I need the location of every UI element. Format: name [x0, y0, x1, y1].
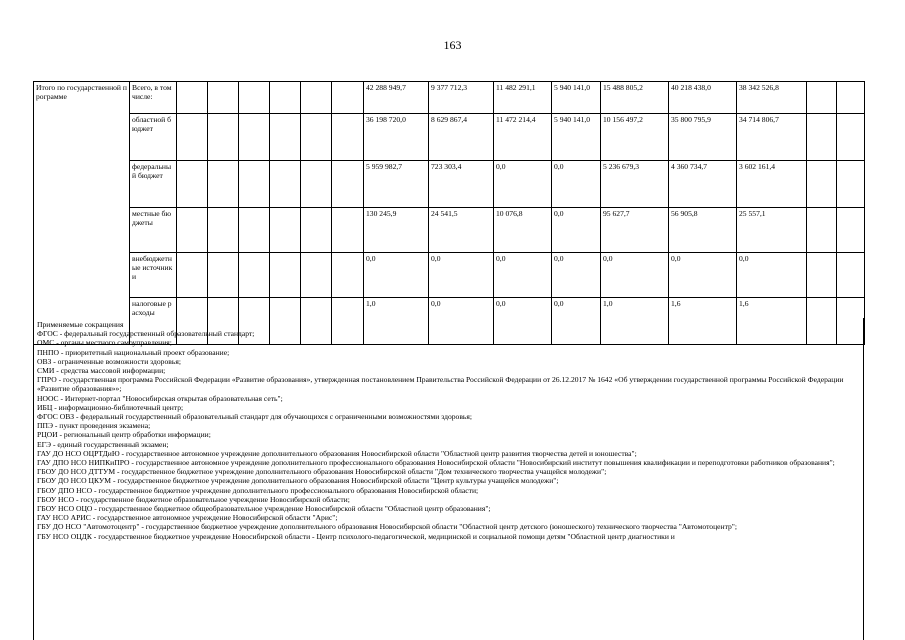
abbreviation-item: СМИ - средства массовой информации; [37, 366, 166, 376]
abbreviations-list [37, 329, 860, 541]
empty-cell [239, 253, 270, 298]
value-cell: 4 360 734,7 [669, 161, 737, 208]
value-cell: 5 959 982,7 [364, 161, 429, 208]
empty-cell [332, 208, 364, 253]
source-label-cell: налоговые расходы [130, 298, 177, 345]
value-cell: 10 156 497,2 [601, 114, 669, 161]
empty-cell [239, 114, 270, 161]
empty-cell [807, 253, 837, 298]
abbreviation-item: ГБОУ ДО НСО ЦКУМ - государственное бюджетное учреждение дополнительного образования Новосибирской области "Центр культуры учащейся молодежи"; [37, 476, 559, 486]
value-cell: 0,0 [737, 253, 807, 298]
abbreviations-heading: Применяемые сокращения [37, 320, 124, 329]
table-row [34, 114, 865, 161]
abbreviation-item: ГАУ НСО АРИС - государственное автономное учреждение Новосибирской области "Арис"; [37, 513, 338, 523]
value-cell: 0,0 [494, 298, 552, 345]
value-cell: 38 342 526,8 [737, 82, 807, 114]
table-row [34, 161, 865, 208]
abbreviation-item: ФГОС ОВЗ - федеральный государственный образовательный стандарт для обучающихся с ограниченными возможностями здоровья; [37, 412, 472, 422]
empty-cell [332, 161, 364, 208]
value-cell: 10 076,8 [494, 208, 552, 253]
value-cell: 40 218 438,0 [669, 82, 737, 114]
abbreviation-item: ФГОС - федеральный государственный образовательный стандарт; [37, 329, 255, 339]
abbreviation-item: ЕГЭ - единый государственный экзамен; [37, 439, 169, 449]
value-cell: 0,0 [552, 161, 601, 208]
value-cell: 130 245,9 [364, 208, 429, 253]
abbreviation-item: РЦОИ - региональный центр обработки информации; [37, 430, 211, 440]
value-cell: 8 629 867,4 [429, 114, 494, 161]
value-cell: 95 627,7 [601, 208, 669, 253]
abbreviation-item: ГБОУ ДО НСО ДТТУМ - государственное бюджетное учреждение дополнительного образования Новосибирской области "Дом технического творчества учащейся молодежи"; [37, 467, 607, 477]
value-cell: 11 472 214,4 [494, 114, 552, 161]
empty-cell [332, 82, 364, 114]
empty-cell [270, 161, 301, 208]
empty-cell [807, 82, 837, 114]
value-cell: 25 557,1 [737, 208, 807, 253]
empty-cell [837, 114, 865, 161]
value-cell: 0,0 [429, 298, 494, 345]
empty-cell [270, 82, 301, 114]
empty-cell [301, 114, 332, 161]
value-cell: 42 288 949,7 [364, 82, 429, 114]
value-cell: 0,0 [552, 253, 601, 298]
empty-cell [208, 208, 239, 253]
value-cell: 0,0 [552, 208, 601, 253]
empty-cell [301, 208, 332, 253]
value-cell: 5 236 679,3 [601, 161, 669, 208]
empty-cell [807, 161, 837, 208]
value-cell: 11 482 291,1 [494, 82, 552, 114]
value-cell: 24 541,5 [429, 208, 494, 253]
value-cell: 1,6 [737, 298, 807, 345]
value-cell: 1,6 [669, 298, 737, 345]
empty-cell [837, 208, 865, 253]
empty-cell [332, 114, 364, 161]
empty-cell [270, 253, 301, 298]
empty-cell [270, 208, 301, 253]
empty-cell [270, 114, 301, 161]
empty-cell [177, 114, 208, 161]
value-cell: 9 377 712,3 [429, 82, 494, 114]
value-cell: 3 602 161,4 [737, 161, 807, 208]
budget-table [33, 81, 865, 348]
value-cell: 5 940 141,0 [552, 82, 601, 114]
abbreviation-item: ГПРО - государственная программа Российской Федерации «Развитие образования», утвержденная постановлением Правительства Российской Федерации от 26.12.2017 № 1642 «Об утверждении государственной программы Российской Федерации «Развитие образования»»; [37, 375, 844, 394]
value-cell: 35 800 795,9 [669, 114, 737, 161]
abbreviation-item: ОМС - органы местного самоуправления; [37, 338, 172, 348]
empty-cell [177, 82, 208, 114]
empty-cell [208, 253, 239, 298]
value-cell: 36 198 720,0 [364, 114, 429, 161]
empty-cell [177, 208, 208, 253]
empty-cell [807, 114, 837, 161]
abbreviation-item: ГАУ ДПО НСО НИПКиПРО - государственное автономное учреждение дополнительного профессионального образования Новосибирской области "Новосибирский институт повышения квалификации и переподготовки работников образования"; [37, 458, 835, 468]
source-label-cell: местные бюджеты [130, 208, 177, 253]
empty-cell [301, 253, 332, 298]
value-cell: 56 905,8 [669, 208, 737, 253]
empty-cell [208, 161, 239, 208]
value-cell: 0,0 [429, 253, 494, 298]
abbreviation-item: ППЭ - пункт проведения экзамена; [37, 421, 151, 431]
page-number: 163 [443, 38, 462, 52]
empty-cell [177, 253, 208, 298]
value-cell: 1,0 [364, 298, 429, 345]
value-cell: 723 303,4 [429, 161, 494, 208]
program-label-cell: Итого по государственной программе [34, 82, 130, 345]
source-label-cell: внебюджетные источники [130, 253, 177, 298]
source-label-cell: федеральный бюджет [130, 161, 177, 208]
source-label-cell: Всего, в том числе: [130, 82, 177, 114]
table-row [34, 253, 865, 298]
table-row [34, 82, 865, 114]
empty-cell [239, 82, 270, 114]
empty-cell [208, 82, 239, 114]
abbreviation-item: ГБОУ НСО ОЦО - государственное бюджетное общеобразовательное учреждение Новосибирской области "Областной центр образования"; [37, 504, 491, 514]
abbreviation-item: НООС - Интернет-портал "Новосибирская открытая образовательная сеть"; [37, 393, 283, 403]
empty-cell [837, 82, 865, 114]
empty-cell [239, 161, 270, 208]
abbreviation-item: ПНПО - приоритетный национальный проект образование; [37, 347, 230, 357]
abbreviation-item: ГАУ ДО НСО ОЦРТДиЮ - государственное автономное учреждение дополнительного образования Новосибирской области "Областной центр развития творчества детей и юношества"; [37, 448, 637, 458]
abbreviation-item: ГБОУ НСО - государственное бюджетное образовательное учреждение Новосибирской области; [37, 494, 350, 504]
source-label-cell: областной бюджет [130, 114, 177, 161]
abbreviation-item: ОВЗ - ограниченные возможности здоровья; [37, 356, 181, 366]
empty-cell [208, 114, 239, 161]
empty-cell [837, 161, 865, 208]
abbreviation-item: ГБОУ ДПО НСО - государственное бюджетное учреждение дополнительного профессионального образования Новосибирской области; [37, 485, 479, 495]
abbreviation-item: ИБЦ - информационно-библиотечный центр; [37, 402, 184, 412]
value-cell: 15 488 805,2 [601, 82, 669, 114]
empty-cell [239, 208, 270, 253]
value-cell: 0,0 [364, 253, 429, 298]
table-row [34, 208, 865, 253]
value-cell: 5 940 141,0 [552, 114, 601, 161]
empty-cell [301, 161, 332, 208]
value-cell: 0,0 [552, 298, 601, 345]
value-cell: 0,0 [494, 253, 552, 298]
abbreviations-section [33, 318, 864, 640]
empty-cell [177, 161, 208, 208]
value-cell: 34 714 806,7 [737, 114, 807, 161]
abbreviation-item: ГБУ ДО НСО "Автомотоцентр" - государственное бюджетное учреждение дополнительного образования Новосибирской области "Областной центр детского (юношеского) технического творчества "Автомотоцентр"; [37, 522, 738, 532]
empty-cell [301, 82, 332, 114]
empty-cell [807, 208, 837, 253]
value-cell: 0,0 [669, 253, 737, 298]
value-cell: 1,0 [601, 298, 669, 345]
value-cell: 0,0 [601, 253, 669, 298]
empty-cell [332, 253, 364, 298]
value-cell: 0,0 [494, 161, 552, 208]
abbreviation-item: ГБУ НСО ОЦДК - государственное бюджетное учреждение Новосибирской области - Центр психолого-педагогической, медицинской и социальной помощи детям "Областной центр диагностики и [37, 531, 675, 541]
empty-cell [837, 253, 865, 298]
